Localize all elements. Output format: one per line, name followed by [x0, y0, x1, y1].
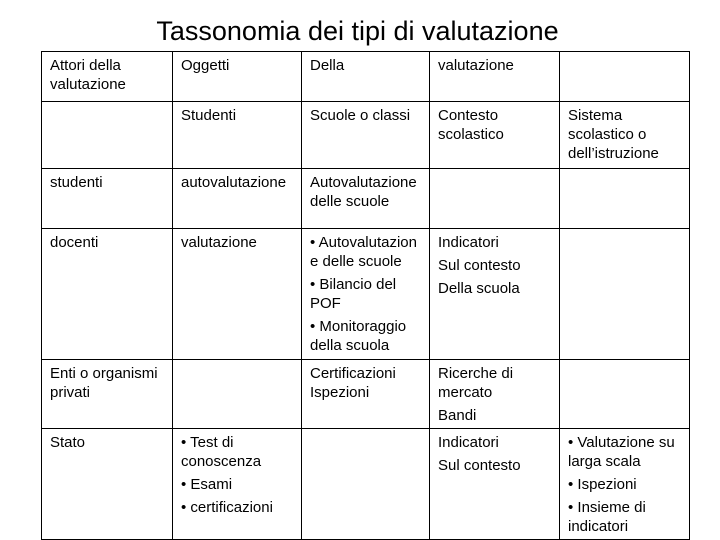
cell-sistema-scolastico: Sistema scolastico o dell’istruzione: [560, 102, 690, 169]
bullet-item: • certificazioni: [181, 499, 273, 516]
cell-scuole-classi: Scuole o classi: [302, 102, 430, 169]
cell-actor-studenti: studenti: [42, 169, 173, 229]
cell-empty: [560, 229, 690, 360]
bullet-item: • Bilancio del POF: [310, 276, 397, 312]
bullet-item: • Autovalutazion e delle scuole: [310, 234, 417, 270]
cell-empty-header: [560, 52, 690, 102]
text-line: Sul contesto: [438, 257, 521, 274]
text-line: Bandi: [438, 407, 477, 424]
bullet-item: • Esami: [181, 476, 233, 493]
cell-empty: [430, 169, 560, 229]
text-line: Sul contesto: [438, 457, 521, 474]
cell-docenti-bullets: [302, 229, 430, 360]
cell-certificazioni-ispezioni: Certificazioni Ispezioni: [302, 360, 430, 429]
cell-actor-enti: Enti o organismi privati: [42, 360, 173, 429]
text-line: Indicatori: [438, 434, 499, 451]
table-row-studenti: [42, 169, 690, 229]
cell-empty: [560, 169, 690, 229]
cell-indicatori-contesto: [430, 429, 560, 540]
cell-autovalutazione-scuole: Autovalutazione delle scuole: [302, 169, 430, 229]
cell-della-header: Della: [302, 52, 430, 102]
cell-ricerche-bandi: [430, 360, 560, 429]
cell-contesto-scolastico: Contesto scolastico: [430, 102, 560, 169]
bullet-item: • Ispezioni: [568, 476, 637, 493]
cell-indicatori-contesto-scuola: [430, 229, 560, 360]
bullet-item: • Monitoraggio della scuola: [310, 318, 407, 354]
bullet-item: • Valutazione su larga scala: [568, 434, 675, 470]
cell-actor-docenti: docenti: [42, 229, 173, 360]
table-row-docenti: [42, 229, 690, 360]
cell-studenti: Studenti: [173, 102, 302, 169]
cell-empty: [173, 360, 302, 429]
text-line: Ricerche di mercato: [438, 365, 514, 401]
text-line: Indicatori: [438, 234, 499, 251]
bullet-item: • Test di conoscenza: [181, 434, 262, 470]
taxonomy-table: [41, 51, 690, 540]
cell-objects-header: Oggetti: [173, 52, 302, 102]
cell-actor-stato: Stato: [42, 429, 173, 540]
cell-valutazione: valutazione: [173, 229, 302, 360]
bullet-item: • Insieme di indicatori: [568, 499, 646, 535]
table-row-header: [42, 52, 690, 102]
text-line: Della scuola: [438, 280, 520, 297]
cell-valutazione-header: valutazione: [430, 52, 560, 102]
cell-actors-header: Attori della valutazione: [42, 52, 173, 102]
cell-stato-bullets: [173, 429, 302, 540]
cell-empty: [560, 360, 690, 429]
cell-empty-objects: [42, 102, 173, 169]
table-row-stato: [42, 429, 690, 540]
page-title: Tassonomia dei tipi di valutazione: [156, 16, 559, 46]
table-row-objects: [42, 102, 690, 169]
cell-autovalutazione: autovalutazione: [173, 169, 302, 229]
cell-sistema-bullets: [560, 429, 690, 540]
cell-empty: [302, 429, 430, 540]
table-row-enti: [42, 360, 690, 429]
